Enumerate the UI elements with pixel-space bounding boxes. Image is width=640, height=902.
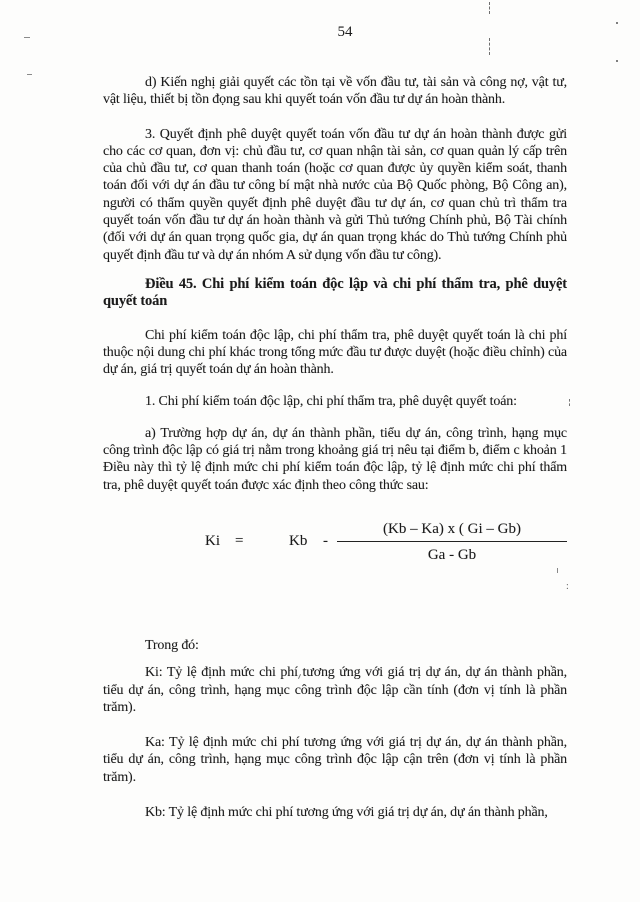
scan-artifact: : bbox=[566, 581, 569, 592]
formula-lhs: Ki bbox=[205, 532, 220, 549]
formula-numerator: (Kb – Ka) x ( Gi – Gb) bbox=[337, 521, 567, 542]
scan-artifact bbox=[24, 37, 30, 38]
formula-minuend: Kb bbox=[289, 532, 308, 549]
paragraph-point-a: a) Trường hợp dự án, dự án thành phần, tiểu dự án, công trình, hạng mục công trình độc lập có giá trị nằm trong khoảng giá trị nêu tại điểm b, điểm c khoản 1 Điều này thì tỷ lệ định mức chi phí kiểm toán độc lập, tỷ lệ định mức chi phí thẩm tra, phê duyệt quyết toán được xác định theo công thức sau: bbox=[103, 425, 567, 493]
paragraph-definition-ka: Ka: Tỷ lệ định mức chi phí tương ứng với giá trị dự án, dự án thành phần, tiểu dự án, công trình, hạng mục công trình độc lập cận trên (đơn vị tính là phần trăm). bbox=[103, 735, 567, 785]
paragraph-definition-kb: Kb: Tỷ lệ định mức chi phí tương ứng với giá trị dự án, dự án thành phần, bbox=[145, 805, 548, 821]
paragraph-clause-1: 1. Chi phí kiểm toán độc lập, chi phí thẩm tra, phê duyệt quyết toán: bbox=[145, 394, 517, 410]
text-column bbox=[103, 0, 567, 821]
paragraph-clause-3: 3. Quyết định phê duyệt quyết toán vốn đầu tư dự án hoàn thành được gửi cho các cơ quan, đơn vị: chủ đầu tư, cơ quan nhận tài sản, cơ quan quản lý cấp trên của chủ đầu tư, cơ quan thanh toán (hoặc cơ quan được ủy quyền kiểm soát, thanh toán đối với dự án đầu tư công bí mật nhà nước của Bộ Quốc phòng, Bộ Công an), người có thẩm quyền quyết định phê duyệt đầu tư dự án, cơ quan chủ trì thẩm tra quyết toán vốn đầu tư dự án hoàn thành và gửi Thủ tướng Chính phủ, Bộ Tài chính (đối với dự án quan trọng quốc gia, dự án quan trọng khác do Thủ tướng Chính phủ quyết định đầu tư và dự án nhóm A sử dụng vốn đầu tư công). bbox=[103, 126, 567, 263]
paragraph-definition-ki: Ki: Tỷ lệ định mức chi phí tương ứng với giá trị dự án, dự án thành phần, tiểu dự án, công trình, hạng mục công trình độc lập cần tính (đơn vị tính là phần trăm). bbox=[103, 665, 567, 715]
formula-minus-sign: - bbox=[323, 532, 328, 549]
scan-artifact bbox=[616, 22, 618, 24]
paragraph-article-45-intro: Chi phí kiểm toán độc lập, chi phí thẩm tra, phê duyệt quyết toán là chi phí thuộc nội dung chi phí khác trong tổng mức đầu tư được duyệt (hoặc điều chỉnh) của dự án, giá trị quyết toán dự án hoàn thành. bbox=[103, 327, 567, 378]
paragraph-point-d: d) Kiến nghị giải quyết các tồn tại về vốn đầu tư, tài sản và công nợ, vật tư, vật liệu, thiết bị tồn đọng sau khi quyết toán vốn đầu tư dự án hoàn thành. bbox=[103, 75, 567, 108]
formula-equals-sign: = bbox=[235, 532, 244, 549]
article-45-heading: Điều 45. Chi phí kiểm toán độc lập và chi phí thẩm tra, phê duyệt quyết toán bbox=[103, 275, 567, 310]
paragraph-trong-do: Trong đó: bbox=[145, 637, 199, 653]
formula-fraction bbox=[337, 521, 567, 564]
formula-denominator: Ga - Gb bbox=[427, 546, 477, 563]
scan-artifact bbox=[616, 60, 618, 62]
scan-artifact bbox=[27, 74, 32, 75]
page-number: 54 bbox=[337, 24, 353, 40]
formula-ki bbox=[103, 521, 567, 577]
scan-artifact bbox=[569, 399, 570, 406]
